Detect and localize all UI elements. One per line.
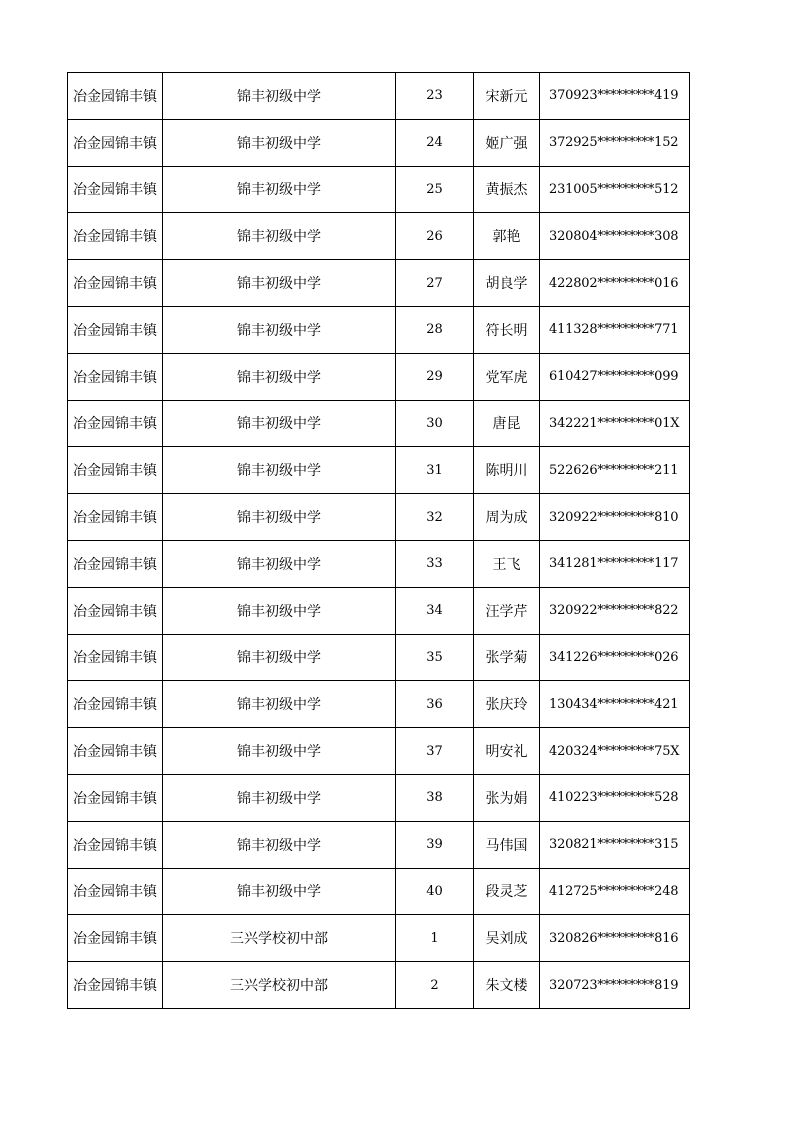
region-cell: 冶金园锦丰镇: [68, 306, 163, 353]
table-row: [68, 962, 690, 1009]
school-cell: 锦丰初级中学: [163, 821, 396, 868]
name-cell: 张庆玲: [474, 681, 540, 728]
school-cell: 锦丰初级中学: [163, 119, 396, 166]
id-number-cell: 420324*********75X: [540, 728, 690, 775]
region-cell: 冶金园锦丰镇: [68, 681, 163, 728]
table-row: [68, 73, 690, 120]
number-cell: 28: [396, 306, 474, 353]
name-cell: 胡良学: [474, 260, 540, 307]
table-row: [68, 260, 690, 307]
region-cell: 冶金园锦丰镇: [68, 774, 163, 821]
name-cell: 朱文楼: [474, 962, 540, 1009]
id-number-cell: 411328*********771: [540, 306, 690, 353]
name-cell: 张为娟: [474, 774, 540, 821]
roster-table-body: [68, 73, 690, 1009]
number-cell: 30: [396, 400, 474, 447]
table-row: [68, 400, 690, 447]
id-number-cell: 341281*********117: [540, 540, 690, 587]
table-row: [68, 119, 690, 166]
id-number-cell: 130434*********421: [540, 681, 690, 728]
id-number-cell: 320821*********315: [540, 821, 690, 868]
id-number-cell: 320826*********816: [540, 915, 690, 962]
id-number-cell: 231005*********512: [540, 166, 690, 213]
school-cell: 锦丰初级中学: [163, 774, 396, 821]
number-cell: 26: [396, 213, 474, 260]
number-cell: 2: [396, 962, 474, 1009]
region-cell: 冶金园锦丰镇: [68, 400, 163, 447]
school-cell: 锦丰初级中学: [163, 353, 396, 400]
table-row: [68, 868, 690, 915]
region-cell: 冶金园锦丰镇: [68, 260, 163, 307]
table-row: [68, 634, 690, 681]
id-number-cell: 320723*********819: [540, 962, 690, 1009]
school-cell: 锦丰初级中学: [163, 868, 396, 915]
name-cell: 郭艳: [474, 213, 540, 260]
region-cell: 冶金园锦丰镇: [68, 494, 163, 541]
region-cell: 冶金园锦丰镇: [68, 587, 163, 634]
school-cell: 锦丰初级中学: [163, 728, 396, 775]
id-number-cell: 342221*********01X: [540, 400, 690, 447]
school-cell: 三兴学校初中部: [163, 915, 396, 962]
number-cell: 39: [396, 821, 474, 868]
name-cell: 符长明: [474, 306, 540, 353]
table-row: [68, 774, 690, 821]
region-cell: 冶金园锦丰镇: [68, 213, 163, 260]
name-cell: 明安礼: [474, 728, 540, 775]
region-cell: 冶金园锦丰镇: [68, 821, 163, 868]
region-cell: 冶金园锦丰镇: [68, 915, 163, 962]
id-number-cell: 412725*********248: [540, 868, 690, 915]
id-number-cell: 320804*********308: [540, 213, 690, 260]
number-cell: 35: [396, 634, 474, 681]
school-cell: 锦丰初级中学: [163, 494, 396, 541]
region-cell: 冶金园锦丰镇: [68, 447, 163, 494]
number-cell: 23: [396, 73, 474, 120]
table-row: [68, 353, 690, 400]
id-number-cell: 522626*********211: [540, 447, 690, 494]
id-number-cell: 320922*********810: [540, 494, 690, 541]
number-cell: 34: [396, 587, 474, 634]
table-row: [68, 306, 690, 353]
table-row: [68, 915, 690, 962]
number-cell: 37: [396, 728, 474, 775]
number-cell: 32: [396, 494, 474, 541]
name-cell: 吴刘成: [474, 915, 540, 962]
name-cell: 黄振杰: [474, 166, 540, 213]
table-row: [68, 213, 690, 260]
region-cell: 冶金园锦丰镇: [68, 962, 163, 1009]
number-cell: 36: [396, 681, 474, 728]
table-row: [68, 728, 690, 775]
id-number-cell: 370923*********419: [540, 73, 690, 120]
region-cell: 冶金园锦丰镇: [68, 73, 163, 120]
name-cell: 宋新元: [474, 73, 540, 120]
id-number-cell: 372925*********152: [540, 119, 690, 166]
school-cell: 锦丰初级中学: [163, 587, 396, 634]
id-number-cell: 341226*********026: [540, 634, 690, 681]
school-cell: 锦丰初级中学: [163, 400, 396, 447]
school-cell: 锦丰初级中学: [163, 447, 396, 494]
name-cell: 汪学芹: [474, 587, 540, 634]
number-cell: 1: [396, 915, 474, 962]
school-cell: 锦丰初级中学: [163, 681, 396, 728]
name-cell: 马伟国: [474, 821, 540, 868]
number-cell: 27: [396, 260, 474, 307]
region-cell: 冶金园锦丰镇: [68, 540, 163, 587]
name-cell: 唐昆: [474, 400, 540, 447]
table-row: [68, 447, 690, 494]
school-cell: 锦丰初级中学: [163, 166, 396, 213]
region-cell: 冶金园锦丰镇: [68, 353, 163, 400]
id-number-cell: 422802*********016: [540, 260, 690, 307]
name-cell: 王飞: [474, 540, 540, 587]
table-row: [68, 494, 690, 541]
region-cell: 冶金园锦丰镇: [68, 728, 163, 775]
id-number-cell: 410223*********528: [540, 774, 690, 821]
table-row: [68, 681, 690, 728]
region-cell: 冶金园锦丰镇: [68, 868, 163, 915]
region-cell: 冶金园锦丰镇: [68, 166, 163, 213]
number-cell: 25: [396, 166, 474, 213]
number-cell: 31: [396, 447, 474, 494]
number-cell: 33: [396, 540, 474, 587]
region-cell: 冶金园锦丰镇: [68, 634, 163, 681]
id-number-cell: 320922*********822: [540, 587, 690, 634]
table-row: [68, 587, 690, 634]
id-number-cell: 610427*********099: [540, 353, 690, 400]
name-cell: 段灵芝: [474, 868, 540, 915]
name-cell: 张学菊: [474, 634, 540, 681]
school-cell: 锦丰初级中学: [163, 213, 396, 260]
name-cell: 周为成: [474, 494, 540, 541]
name-cell: 党军虎: [474, 353, 540, 400]
number-cell: 24: [396, 119, 474, 166]
number-cell: 29: [396, 353, 474, 400]
school-cell: 锦丰初级中学: [163, 634, 396, 681]
number-cell: 38: [396, 774, 474, 821]
school-cell: 锦丰初级中学: [163, 73, 396, 120]
region-cell: 冶金园锦丰镇: [68, 119, 163, 166]
name-cell: 陈明川: [474, 447, 540, 494]
school-cell: 锦丰初级中学: [163, 540, 396, 587]
table-row: [68, 166, 690, 213]
number-cell: 40: [396, 868, 474, 915]
school-cell: 锦丰初级中学: [163, 306, 396, 353]
name-cell: 姬广强: [474, 119, 540, 166]
roster-table: [67, 72, 690, 1009]
table-row: [68, 540, 690, 587]
table-row: [68, 821, 690, 868]
school-cell: 锦丰初级中学: [163, 260, 396, 307]
school-cell: 三兴学校初中部: [163, 962, 396, 1009]
